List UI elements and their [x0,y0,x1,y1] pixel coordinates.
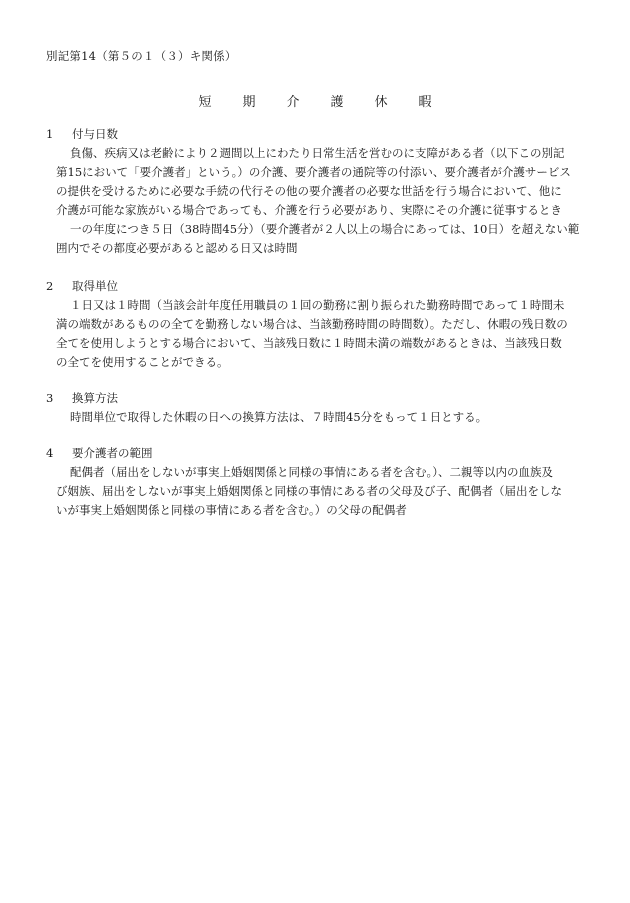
section-number: 2 [46,279,54,293]
paragraph-line: 介護が可能な家族がいる場合であっても、介護を行う必要があり、実際にその介護に従事するとき [56,203,562,217]
section-grant-days [46,124,586,258]
title-char: 休 [374,95,388,110]
section-number: 3 [46,391,54,405]
section-title: 取得単位 [72,279,118,293]
paragraph-line: 第15において「要介護者」という。）の介護、要介護者の通院等の付添い、要介護者が介護サービス [56,165,571,179]
section-heading [46,388,586,408]
paragraph-line: 配偶者（届出をしないが事実上婚姻関係と同様の事情にある者を含む。）、二親等以内の血族及 [70,465,553,479]
title-char: 介 [286,95,300,110]
section-heading [46,443,586,463]
section-title: 付与日数 [72,127,118,141]
paragraph-line: 全てを使用しようとする場合において、当該残日数に１時間未満の端数があるときは、当該残日数 [56,336,562,350]
section-care-recipient-scope [46,443,586,520]
section-acquisition-unit [46,276,586,372]
paragraph-line: の提供を受けるために必要な手続の代行その他の要介護者の必要な世話を行う場合において、他に [56,184,562,198]
section-conversion-method [46,388,586,427]
section-heading [46,124,586,144]
document-reference: 別記第14（第５の１（３）キ関係） [46,49,237,63]
section-number: 1 [46,127,54,141]
document-title [0,91,630,110]
section-number: 4 [46,446,54,460]
paragraph-line: １日又は１時間（当該会計年度任用職員の１回の勤務に割り振られた勤務時間であって１時間未 [70,298,565,312]
paragraph-line: 時間単位で取得した休暇の日への換算方法は、７時間45分をもって１日とする。 [70,410,488,424]
paragraph-line: 囲内でその都度必要があると認める日又は時間 [56,241,298,255]
section-title: 要介護者の範囲 [72,446,153,460]
paragraph-line: いが事実上婚姻関係と同様の事情にある者を含む。）の父母の配偶者 [56,503,407,517]
paragraph-line: び姻族、届出をしないが事実上婚姻関係と同様の事情にある者の父母及び子、配偶者（届出をしな [56,484,562,498]
title-char: 暇 [418,95,432,110]
paragraph-line: 負傷、疾病又は老齢により２週間以上にわたり日常生活を営むのに支障がある者（以下この別記 [70,146,565,160]
section-title: 換算方法 [72,391,118,405]
title-char: 期 [242,95,256,110]
paragraph-line: 一の年度につき５日（38時間45分）（要介護者が２人以上の場合にあっては、10日）を超えない範 [70,222,580,236]
paragraph-line: 満の端数があるものの全てを勤務しない場合は、当該勤務時間の時間数）。ただし、休暇の残日数の [56,317,568,331]
title-char: 短 [198,95,212,110]
title-char: 護 [330,95,344,110]
paragraph-line: の全てを使用することができる。 [56,355,229,369]
section-heading [46,276,586,296]
